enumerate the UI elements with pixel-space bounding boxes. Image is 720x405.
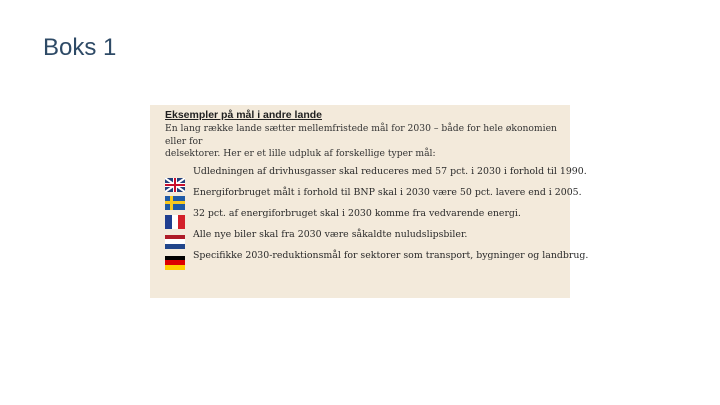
list-item-sweden	[165, 186, 582, 208]
list-item-netherlands	[165, 229, 560, 250]
list-item-uk	[165, 165, 587, 187]
country-list	[165, 165, 589, 271]
germany-flag-icon	[165, 256, 185, 270]
goal-text-sweden: Energiforbruget målt i forhold til BNP skal i 2030 være 50 pct. lavere end i 2005.	[193, 186, 582, 198]
box-intro-line-2: delsektorer. Her er et lille udpluk af forskellige typer mål:	[165, 148, 436, 159]
slide-title: Boks 1	[43, 34, 117, 61]
list-item-germany	[165, 249, 589, 271]
box-heading: Eksempler på mål i andre lande	[165, 109, 322, 121]
example-box	[150, 105, 589, 298]
goal-text-netherlands: Alle nye biler skal fra 2030 være såkaldte nuludslipsbiler.	[193, 228, 468, 240]
goal-text-france: 32 pct. af energiforbruget skal i 2030 komme fra vedvarende energi.	[193, 207, 521, 219]
list-item-france	[165, 208, 560, 229]
france-flag-icon	[165, 215, 185, 229]
box-intro-line-1: En lang række lande sætter mellemfristede mål for 2030 – både for hele økonomien eller for	[165, 123, 557, 147]
netherlands-flag-icon	[165, 235, 185, 249]
box-intro	[165, 123, 560, 161]
goal-text-uk: Udledningen af drivhusgasser skal reduceres med 57 pct. i 2030 i forhold til 1990.	[193, 165, 587, 177]
goal-text-germany: Specifikke 2030-reduktionsmål for sektorer som transport, bygninger og landbrug.	[193, 249, 589, 261]
